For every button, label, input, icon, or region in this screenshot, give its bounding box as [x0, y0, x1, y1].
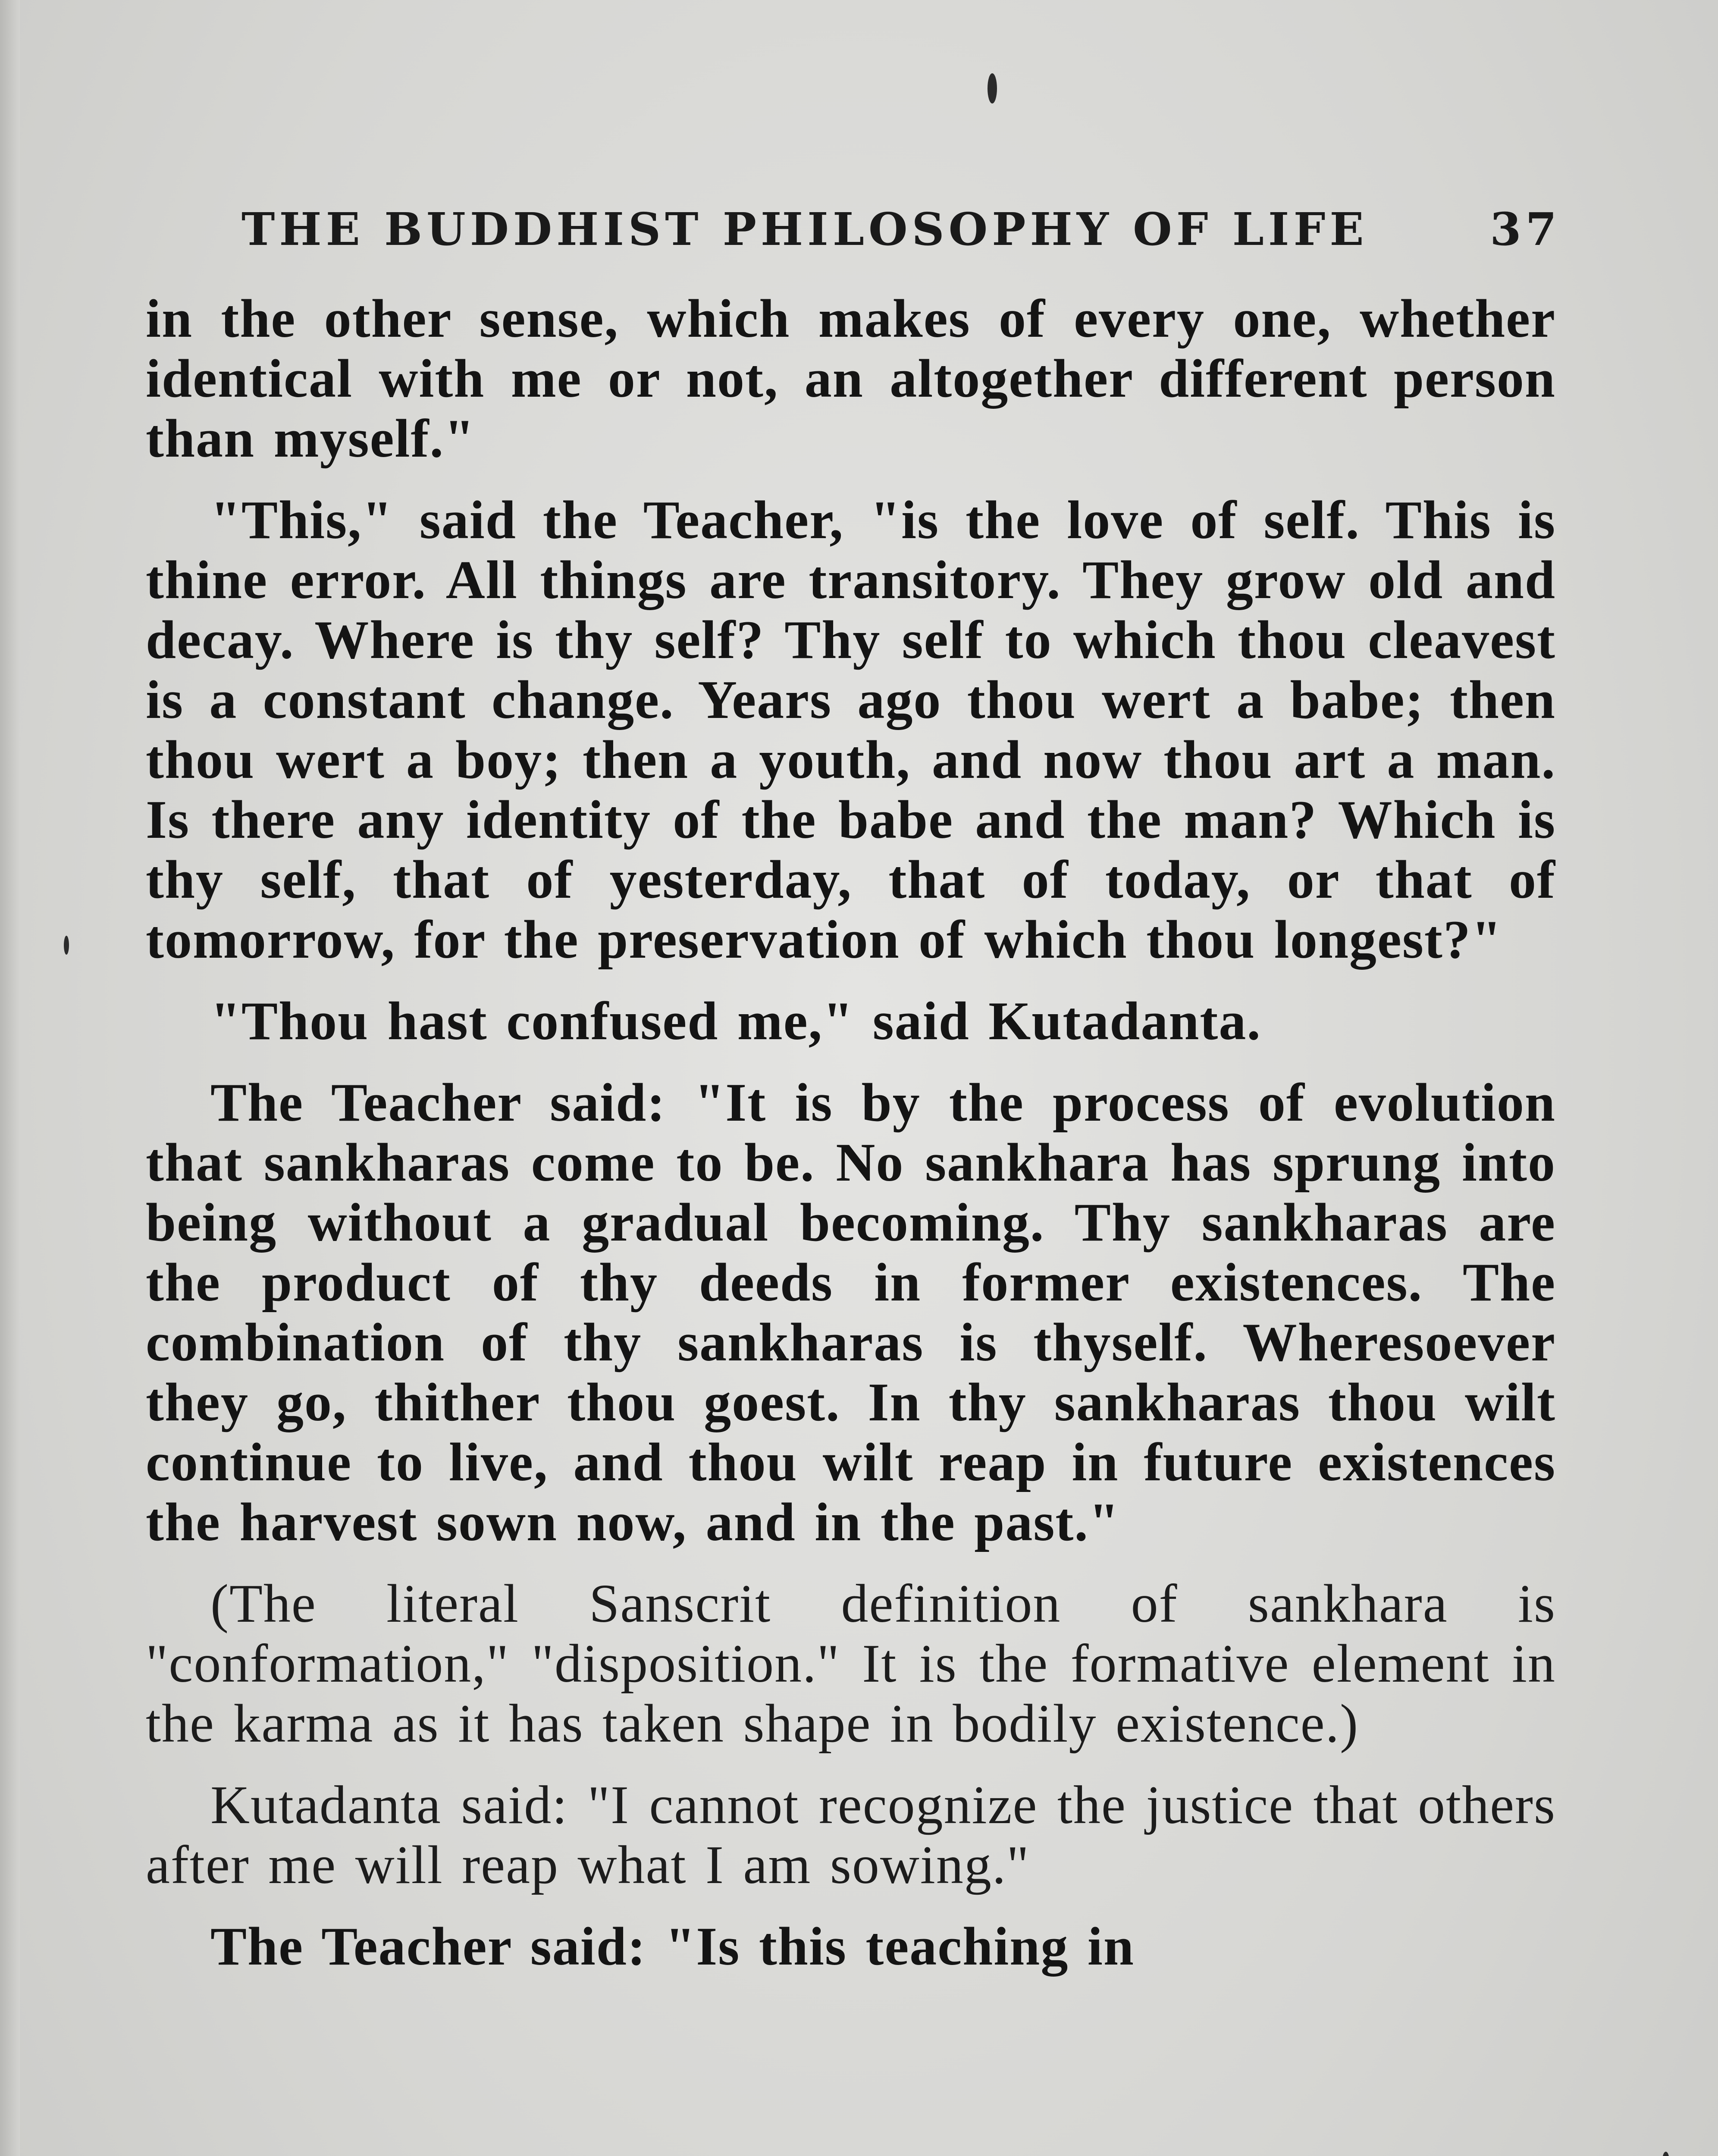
print-speck [1662, 2152, 1669, 2156]
paragraph-kutadanta-confused: "Thou hast confused me," said Kutadanta. [210, 991, 1261, 1051]
paragraph-teacher-sankharas: The Teacher said: "It is by the process of evolution that sankharas come to be. No sankhara has sprung into being without a gradual becoming. Thy sankharas are the product of thy deeds in former existences. The combination of thy sankharas is thyself. Wheresoever they go, thither thou goest. In thy sankharas thou wilt continue to live, and thou wilt reap in future existences the harvest sown now, and in the past." [146, 1073, 1556, 1552]
paragraph-kutadanta-justice: Kutadanta said: "I cannot recognize the justice that others after me will reap what I am sowing." [146, 1775, 1556, 1895]
print-speck [988, 73, 997, 103]
page-number: 37 [1490, 203, 1561, 256]
running-header [241, 203, 1561, 256]
paragraph-sanscrit-note: (The literal Sanscrit definition of sankhara is "conformation," "disposition." It is the formative element in the karma as it has taken shape in bodily existence.) [146, 1574, 1556, 1754]
paragraph-teacher-self: "This," said the Teacher, "is the love of self. This is thine error. All things are transitory. They grow old and decay. Where is thy self? Thy self to which thou cleavest is a constant change. Years ago thou wert a babe; then thou wert a boy; then a youth, and now thou art a man. Is there any identity of the babe and the man? Which is thy self, that of yesterday, that of today, or that of tomorrow, for the preservation of which thou longest?" [146, 490, 1556, 970]
body-text [146, 289, 1556, 1977]
print-speck [64, 936, 69, 955]
page-binding-edge [0, 0, 20, 2156]
paragraph-teacher-question: The Teacher said: "Is this teaching in [210, 1917, 1135, 1977]
paragraph-continuation: in the other sense, which makes of every one, whether identical with me or not, an altogether different person than myself." [146, 289, 1556, 469]
running-title: THE BUDDHIST PHILOSOPHY OF LIFE [241, 203, 1368, 256]
